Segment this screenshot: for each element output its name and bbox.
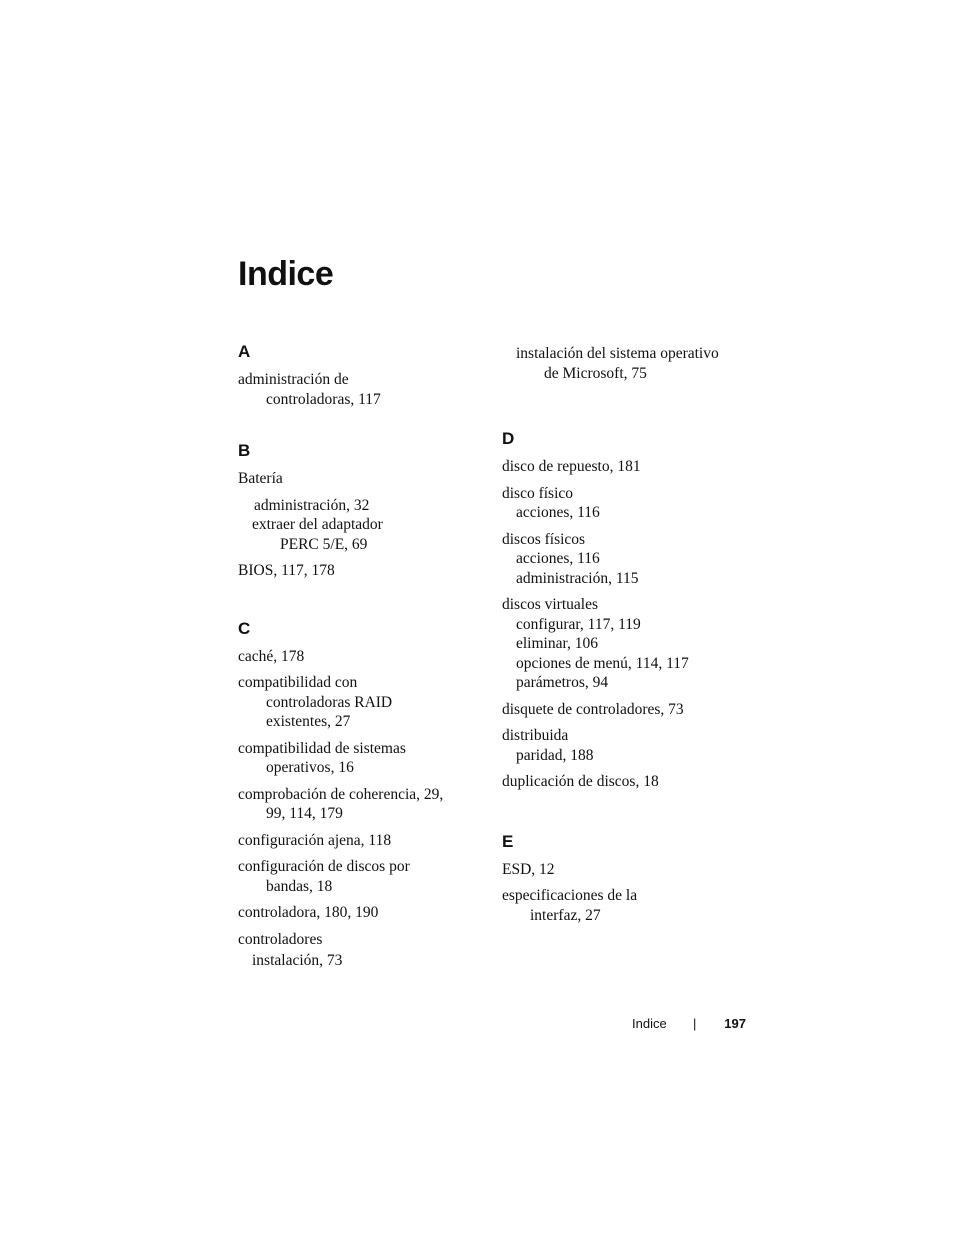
subentry — [502, 654, 752, 674]
subentry-text: paridad, 188 — [516, 746, 594, 764]
index-entry — [238, 469, 488, 554]
entry-text: existentes, 27 — [266, 713, 351, 730]
index-entry — [238, 647, 488, 667]
entry-text: Batería — [238, 470, 283, 487]
subentry-text: opciones de menú, 114, 117 — [516, 654, 689, 672]
index-entry — [502, 772, 752, 792]
index-section-b — [238, 439, 488, 581]
entry-text: interfaz, 27 — [530, 906, 601, 924]
index-entry — [238, 673, 488, 732]
entry-text: disquete de controladores, 73 — [502, 700, 684, 718]
index-entry — [238, 930, 488, 971]
subentry-text: extraer del adaptador — [252, 516, 383, 533]
index-entry — [502, 484, 752, 523]
entry-text: duplicación de discos, 18 — [502, 773, 659, 790]
index-entry — [502, 457, 752, 477]
index-entry — [238, 831, 488, 851]
footer-separator: | — [693, 1016, 697, 1031]
subentry-text: instalación, 73 — [252, 952, 343, 969]
entry-text: discos físicos — [502, 530, 586, 548]
entry-text: configuración de discos por — [238, 858, 410, 875]
subentry — [238, 496, 488, 516]
index-entry-continued — [502, 340, 752, 383]
entry-text: disco físico — [502, 484, 574, 502]
index-entry — [238, 561, 488, 581]
entry-text: bandas, 18 — [266, 877, 333, 895]
subentry — [502, 746, 752, 766]
section-letter: C — [238, 618, 251, 638]
subentry — [502, 344, 752, 383]
entry-text: controladores — [238, 930, 323, 948]
entry-text: distribuida — [502, 727, 569, 744]
entry-text: BIOS, 117, 178 — [238, 562, 335, 579]
index-entry — [238, 903, 488, 923]
index-entry — [502, 726, 752, 765]
page-number: 197 — [724, 1016, 746, 1031]
entry-text: comprobación de coherencia, 29, — [238, 785, 444, 803]
entry-text: controladoras, 117 — [266, 390, 381, 408]
entry-text: compatibilidad con — [238, 674, 358, 691]
index-entry — [502, 530, 752, 589]
entry-text: operativos, 16 — [266, 759, 354, 776]
section-letter: D — [502, 429, 515, 448]
entry-text: controladoras RAID — [266, 693, 393, 711]
subentry-text: instalación del sistema operativo — [516, 345, 719, 362]
index-entry — [502, 700, 752, 720]
section-letter: B — [238, 441, 251, 460]
entry-text: configuración ajena, 118 — [238, 831, 392, 849]
entry-text: ESD, 12 — [502, 860, 555, 878]
entry-text: controladora, 180, 190 — [238, 904, 379, 921]
entry-text: discos virtuales — [502, 596, 598, 613]
subentry-text: administración, 32 — [254, 496, 370, 514]
subentry — [502, 615, 752, 635]
subentry-text: acciones, 116 — [516, 550, 600, 567]
subentry-text: administración, 115 — [516, 569, 639, 587]
index-entry — [238, 857, 488, 896]
index-section-d — [502, 427, 752, 792]
footer-section-label: Indice — [632, 1016, 667, 1031]
section-letter: A — [238, 342, 251, 361]
entry-text: disco de repuesto, 181 — [502, 458, 641, 475]
subentry — [502, 634, 752, 654]
entry-text: caché, 178 — [238, 647, 305, 665]
subentry-text: de Microsoft, 75 — [544, 364, 647, 382]
index-section-e — [502, 830, 752, 926]
page-title: Indice — [238, 255, 334, 293]
index-entry — [502, 886, 752, 925]
entry-text: 99, 114, 179 — [266, 805, 343, 822]
subentry-text: parámetros, 94 — [516, 674, 609, 691]
subentry-text: PERC 5/E, 69 — [280, 535, 368, 553]
subentry-text: eliminar, 106 — [516, 635, 599, 652]
subentry-text: configurar, 117, 119 — [516, 615, 641, 633]
subentry — [502, 549, 752, 569]
subentry — [502, 569, 752, 589]
entry-text: compatibilidad de sistemas — [238, 739, 406, 757]
entry-text: especificaciones de la — [502, 887, 638, 904]
index-entry — [502, 595, 752, 693]
entry-text: administración de — [238, 371, 349, 388]
index-entry — [238, 739, 488, 778]
index-entry — [238, 370, 488, 409]
index-column-right — [502, 340, 752, 925]
index-entry — [238, 785, 488, 824]
subentry — [238, 515, 488, 554]
section-letter: E — [502, 831, 514, 851]
index-column-left — [238, 340, 488, 971]
subentry — [502, 503, 752, 523]
page-footer — [600, 1014, 746, 1034]
subentry-text: acciones, 116 — [516, 504, 600, 521]
subentry — [238, 951, 488, 971]
subentry — [502, 673, 752, 693]
index-section-a — [238, 340, 488, 409]
index-entry — [502, 860, 752, 880]
index-section-c — [238, 617, 488, 971]
